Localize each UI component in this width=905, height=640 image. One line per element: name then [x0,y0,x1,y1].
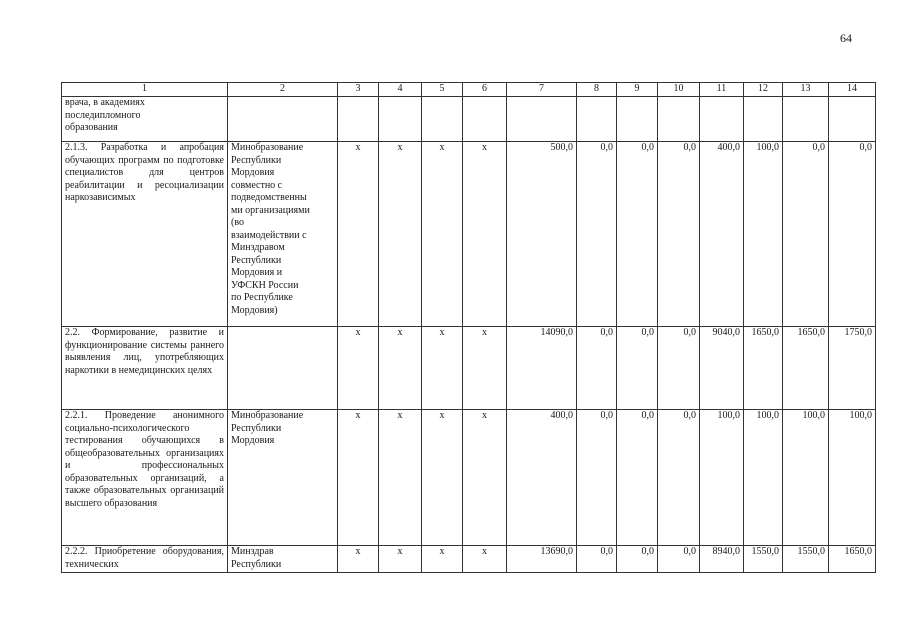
funding-value-cell: 13690,0 [507,546,577,573]
period-mark-cell: х [338,546,379,573]
funding-value-cell: 9040,0 [700,327,744,410]
funding-value-cell: 1650,0 [783,327,829,410]
period-mark-cell [338,97,379,142]
column-number-11: 11 [700,83,744,97]
column-number-12: 12 [744,83,783,97]
table-row [62,327,876,410]
period-mark-cell: х [379,546,422,573]
funding-value-cell: 0,0 [617,546,658,573]
column-number-1: 1 [62,83,228,97]
column-number-8: 8 [577,83,617,97]
funding-value-cell: 400,0 [700,142,744,327]
column-number-6: 6 [463,83,507,97]
period-mark-cell: х [422,327,463,410]
period-mark-cell: х [463,142,507,327]
column-number-14: 14 [829,83,876,97]
funding-value-cell: 100,0 [829,410,876,546]
funding-value-cell [744,97,783,142]
funding-value-cell [783,97,829,142]
measure-description: 2.2.1. Проведение анонимного социально-психологического тестирования обучающихся в общеобразовательных организациях и профессиональных образовательных организаций, а также образовательных организаций высшего образования [62,410,228,546]
funding-value-cell [507,97,577,142]
funding-value-cell: 1650,0 [744,327,783,410]
funding-value-cell [700,97,744,142]
period-mark-cell: х [463,546,507,573]
table-row [62,410,876,546]
period-mark-cell: х [338,142,379,327]
funding-value-cell: 0,0 [617,142,658,327]
funding-value-cell: 100,0 [700,410,744,546]
funding-value-cell: 8940,0 [700,546,744,573]
funding-value-cell: 0,0 [617,410,658,546]
column-number-header [62,83,876,97]
period-mark-cell: х [463,410,507,546]
measure-description: 2.2. Формирование, развитие и функционирование системы раннего выявления лиц, употребляющих наркотики в немедицинских целях [62,327,228,410]
column-number-10: 10 [658,83,700,97]
responsible-executor [228,327,338,410]
column-number-5: 5 [422,83,463,97]
page-number: 64 [840,31,852,45]
funding-value-cell: 1550,0 [783,546,829,573]
responsible-executor: Минздрав Республики [228,546,338,573]
table-row [62,546,876,573]
funding-value-cell: 0,0 [658,546,700,573]
period-mark-cell [379,97,422,142]
period-mark-cell: х [379,410,422,546]
funding-value-cell [829,97,876,142]
period-mark-cell [463,97,507,142]
funding-value-cell: 1750,0 [829,327,876,410]
funding-value-cell: 0,0 [829,142,876,327]
funding-value-cell: 0,0 [617,327,658,410]
funding-value-cell: 14090,0 [507,327,577,410]
column-number-9: 9 [617,83,658,97]
program-table [61,82,876,573]
column-number-7: 7 [507,83,577,97]
funding-value-cell: 0,0 [577,142,617,327]
measure-description: врача, в академиях последипломного образования [62,97,228,142]
column-number-3: 3 [338,83,379,97]
funding-value-cell [658,97,700,142]
period-mark-cell [422,97,463,142]
funding-value-cell: 0,0 [577,327,617,410]
period-mark-cell: х [379,327,422,410]
funding-value-cell: 0,0 [577,410,617,546]
funding-value-cell: 1650,0 [829,546,876,573]
column-number-13: 13 [783,83,829,97]
funding-value-cell: 0,0 [658,142,700,327]
table-row [62,97,876,142]
funding-value-cell: 500,0 [507,142,577,327]
period-mark-cell: х [463,327,507,410]
table-row [62,142,876,327]
funding-value-cell: 400,0 [507,410,577,546]
funding-value-cell: 100,0 [783,410,829,546]
measure-description: 2.1.3. Разработка и апробация обучающих программ по подготовке специалистов для центров реабилитации и ресоциализации наркозависимых [62,142,228,327]
funding-value-cell: 100,0 [744,410,783,546]
funding-value-cell: 0,0 [658,410,700,546]
period-mark-cell: х [422,546,463,573]
period-mark-cell: х [422,410,463,546]
funding-value-cell: 0,0 [783,142,829,327]
column-number-4: 4 [379,83,422,97]
period-mark-cell: х [338,410,379,546]
funding-value-cell: 0,0 [658,327,700,410]
responsible-executor [228,97,338,142]
period-mark-cell: х [338,327,379,410]
funding-value-cell [617,97,658,142]
responsible-executor: Минобразование Республики Мордовия совместно с подведомственны ми организациями (во взаимодействии с Минздравом Республики Мордовия и УФСКН России по Республике Мордовия) [228,142,338,327]
period-mark-cell: х [422,142,463,327]
period-mark-cell: х [379,142,422,327]
responsible-executor: Минобразование Республики Мордовия [228,410,338,546]
funding-value-cell: 0,0 [577,546,617,573]
measure-description: 2.2.2. Приобретение оборудования, технических [62,546,228,573]
column-number-2: 2 [228,83,338,97]
funding-value-cell [577,97,617,142]
funding-value-cell: 1550,0 [744,546,783,573]
funding-value-cell: 100,0 [744,142,783,327]
